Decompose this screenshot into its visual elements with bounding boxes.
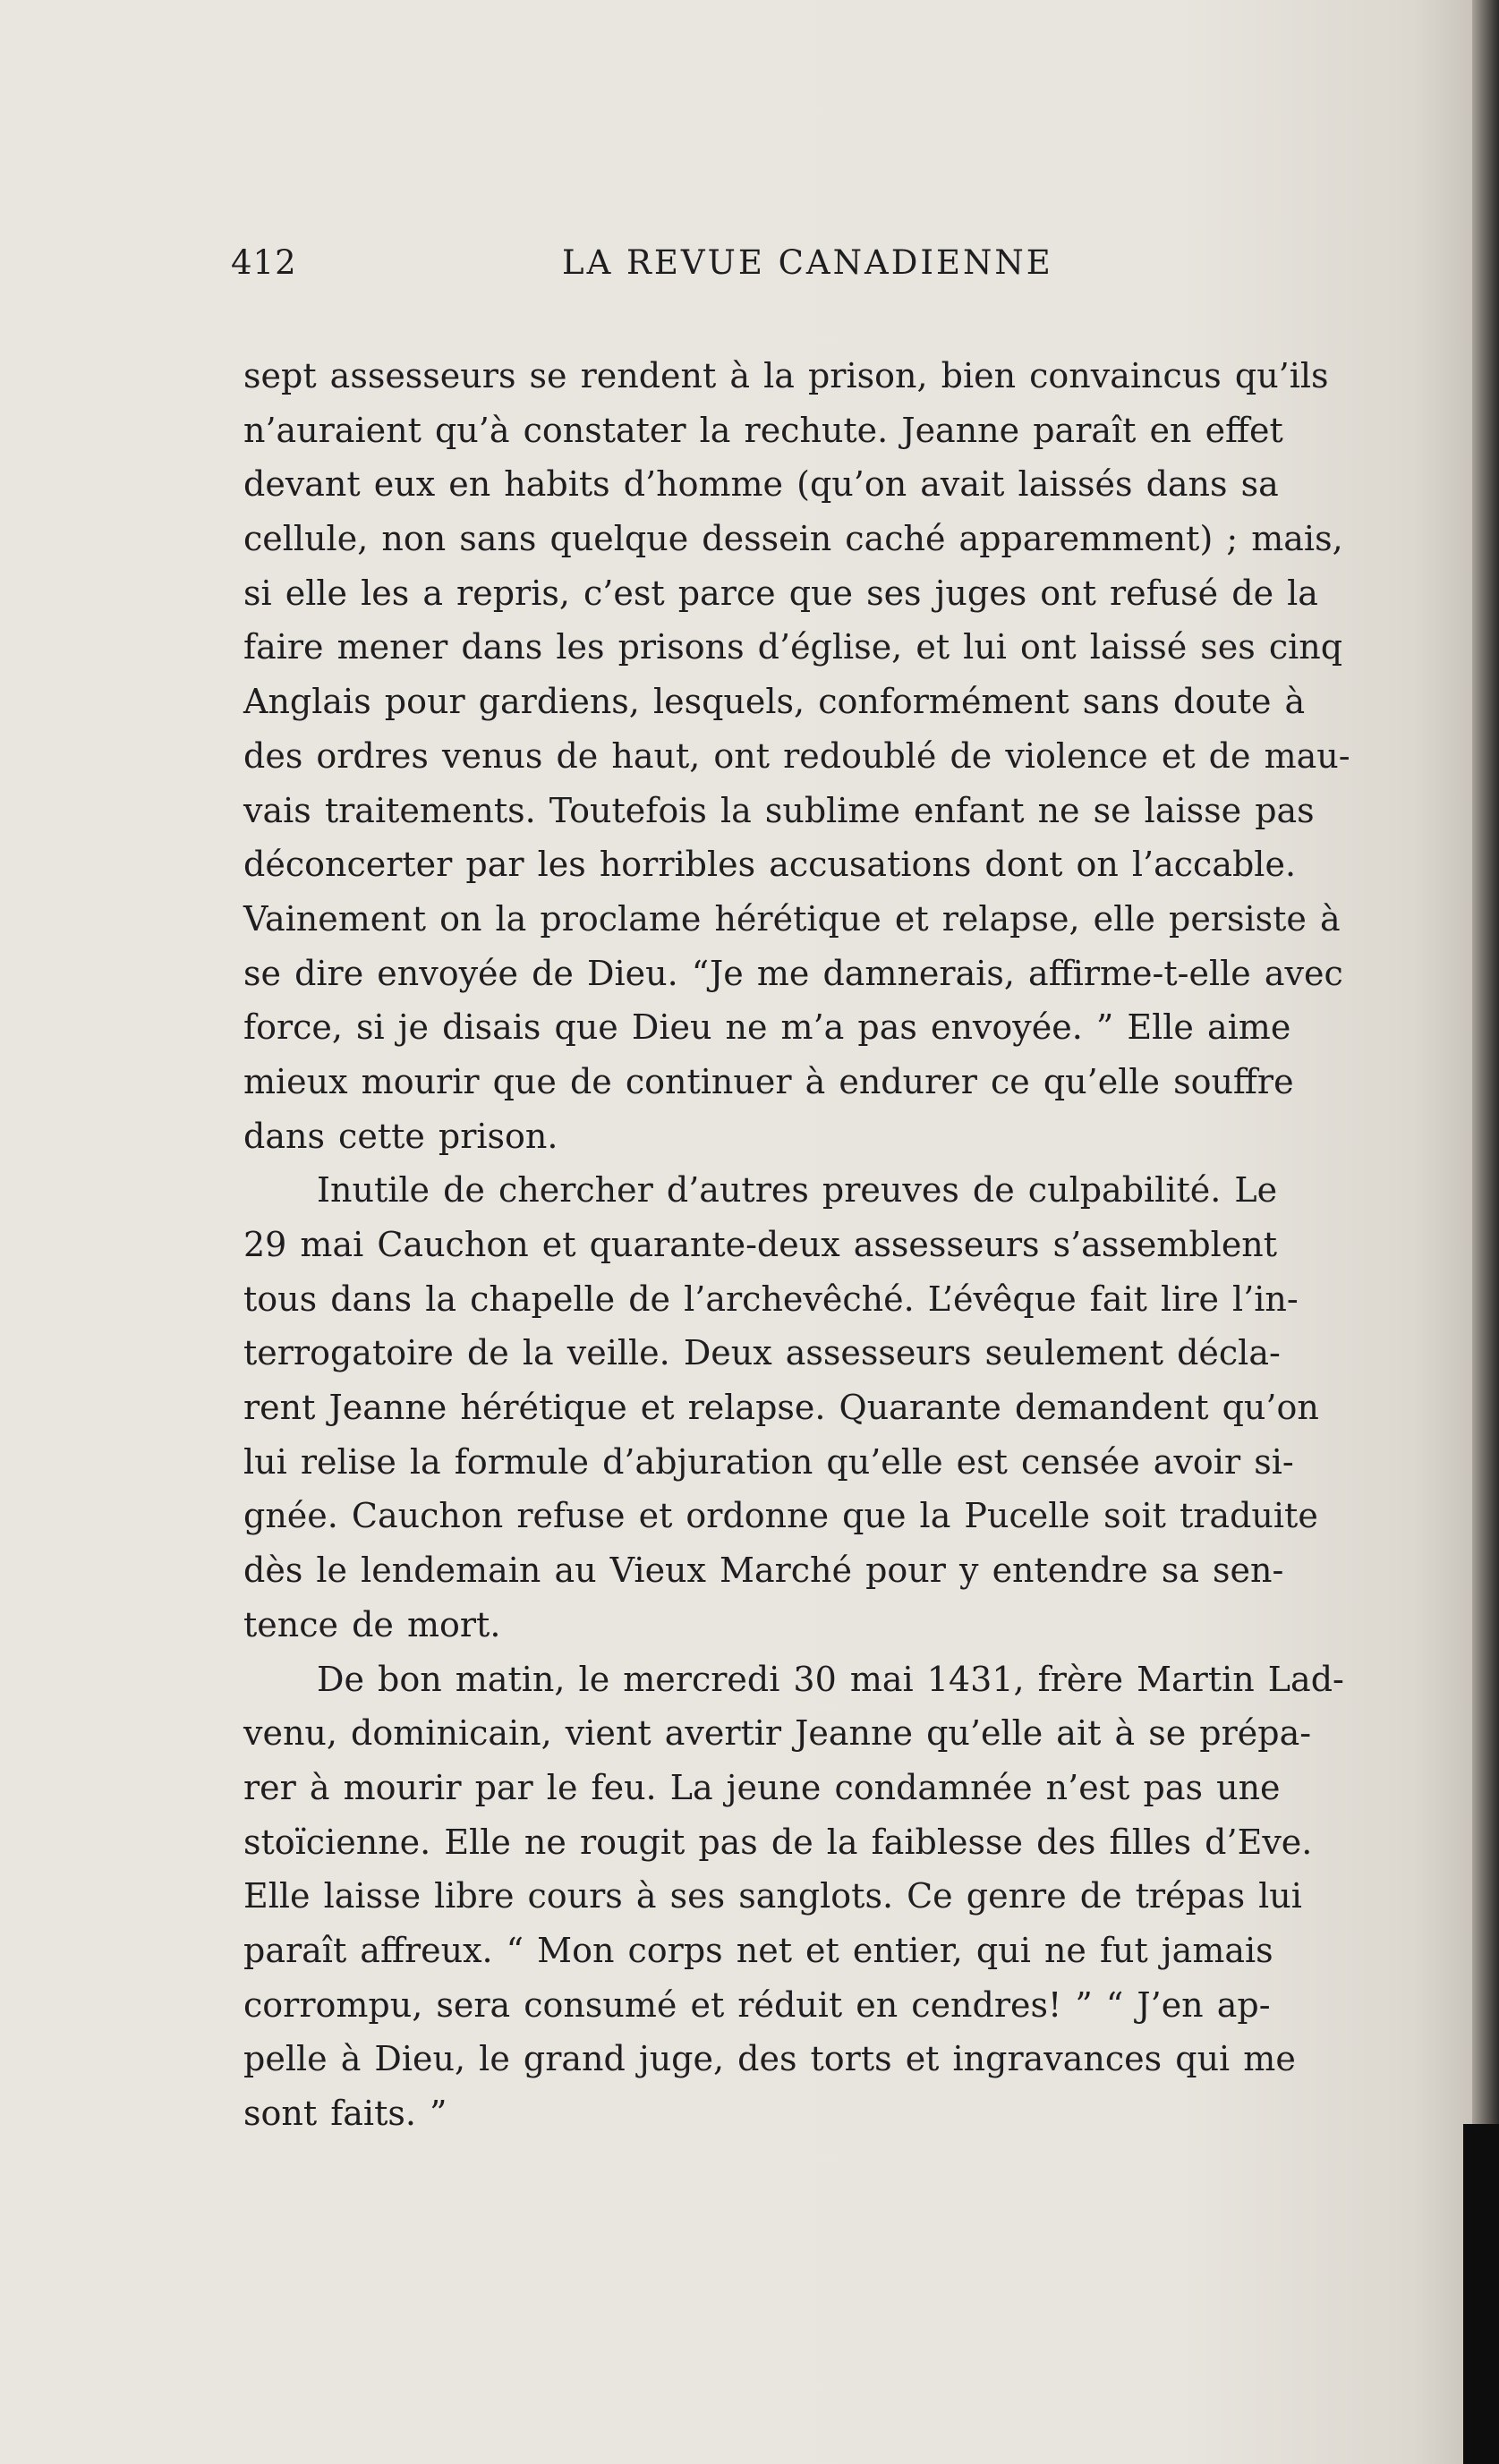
text-line: faire mener dans les prisons d’église, et lui ont laissé ses cinq (243, 627, 1343, 667)
text-line: rer à mourir par le feu. La jeune condamnée n’est pas une (243, 1767, 1281, 1807)
text-line: n’auraient qu’à constater la rechute. Jeanne paraît en effet (243, 410, 1283, 450)
text-line: déconcerter par les horribles accusations dont on l’accable. (243, 845, 1297, 885)
text-line: Vainement on la proclame hérétique et relapse, elle persiste à (243, 898, 1341, 939)
text-line: mieux mourir que de continuer à endurer ce qu’elle souffre (243, 1061, 1294, 1101)
text-line: des ordres venus de haut, ont redoublé de violence et de mau- (243, 735, 1350, 776)
paragraph-first-line: Inutile de chercher d’autres preuves de culpabilité. Le (317, 1170, 1278, 1211)
text-line: se dire envoyée de Dieu. “Je me damnerais, affirme-t-elle avec (243, 953, 1343, 993)
text-line: si elle les a repris, c’est parce que ses juges ont refusé de la (243, 573, 1318, 613)
paragraph-first-line: De bon matin, le mercredi 30 mai 1431, frère Martin Lad- (317, 1659, 1344, 1699)
book-binding-shadow (1463, 2124, 1499, 2464)
text-line: vais traitements. Toutefois la sublime enfant ne se laisse pas (243, 790, 1315, 830)
page-header (231, 243, 1072, 293)
text-line: venu, dominicain, vient avertir Jeanne qu’elle ait à se prépa- (243, 1713, 1312, 1754)
text-line: paraît affreux. “ Mon corps net et entier, qui ne fut jamais (243, 1930, 1273, 1970)
text-line: tous dans la chapelle de l’archevêché. L’évêque fait lire l’in- (243, 1279, 1299, 1319)
text-line: force, si je disais que Dieu ne m’a pas envoyée. ” Elle aime (243, 1007, 1291, 1048)
text-line: cellule, non sans quelque dessein caché apparemment) ; mais, (243, 519, 1343, 559)
text-line: pelle à Dieu, le grand juge, des torts et ingravances qui me (243, 2039, 1296, 2079)
text-line: sept assesseurs se rendent à la prison, bien convaincus qu’ils (243, 356, 1329, 395)
running-title: LA REVUE CANADIENNE (562, 243, 1053, 282)
text-line: corrompu, sera consumé et réduit en cendres! ” “ J’en ap- (243, 1984, 1271, 2025)
text-line: gnée. Cauchon refuse et ordonne que la Pucelle soit traduite (243, 1496, 1318, 1536)
page-number: 412 (231, 243, 297, 282)
text-line: 29 mai Cauchon et quarante-deux assesseurs s’assemblent (243, 1225, 1278, 1264)
text-line: tence de mort. (243, 1604, 501, 1644)
text-line: dès le lendemain au Vieux Marché pour y entendre sa sen- (243, 1551, 1284, 1591)
text-line: Elle laisse libre cours à ses sanglots. Ce genre de trépas lui (243, 1876, 1302, 1916)
text-line: terrogatoire de la veille. Deux assesseurs seulement décla- (243, 1333, 1281, 1373)
body-text (243, 349, 1389, 2141)
text-line: Anglais pour gardiens, lesquels, conformément sans doute à (243, 682, 1306, 722)
text-line: stoïcienne. Elle ne rougit pas de la faiblesse des filles d’Eve. (243, 1822, 1313, 1862)
page-edge-shadow (1472, 0, 1499, 2464)
text-line: sont faits. ” (243, 2094, 447, 2133)
text-line: lui relise la formule d’abjuration qu’elle est censée avoir si- (243, 1441, 1294, 1482)
text-line: rent Jeanne hérétique et relapse. Quarante demandent qu’on (243, 1388, 1319, 1428)
text-line: devant eux en habits d’homme (qu’on avait laissés dans sa (243, 464, 1279, 505)
text-line: dans cette prison. (243, 1116, 558, 1156)
